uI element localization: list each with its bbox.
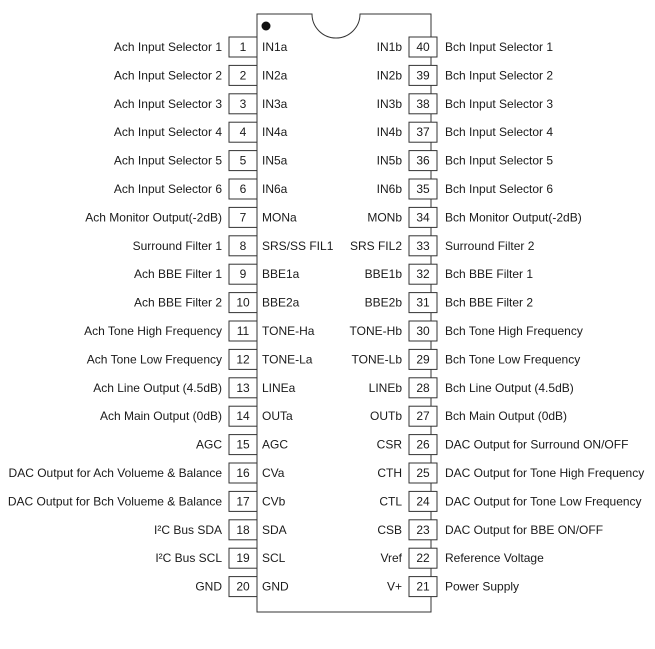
pin-number: 34 [416,210,430,225]
left-pin-row [9,463,285,483]
pin-number: 24 [416,494,430,509]
pin-name: CSR [376,437,402,452]
pin-number: 6 [239,182,247,196]
left-pin-row [196,435,288,455]
pin-number: 20 [236,579,250,594]
left-pin-row [85,207,297,227]
left-pin-row [134,264,300,284]
pin-description: Bch Input Selector 3 [445,96,554,111]
pin-number: 10 [236,295,250,310]
pin-name: TONE-Hb [349,324,402,338]
pin-number: 2 [239,68,247,83]
pin-number: 38 [416,96,430,111]
pin-description: Ach Main Output (0dB) [99,409,222,424]
pin-name: AGC [262,437,289,452]
pin-description: Surround Filter 2 [445,238,535,253]
right-pin-row [377,435,629,455]
pin-description: AGC [195,437,222,452]
right-pin-row [365,264,534,284]
pin-name: IN5a [262,153,288,168]
pin-number: 14 [236,409,250,424]
pin-description: Bch Monitor Output(-2dB) [445,210,582,225]
pin-description: DAC Output for BBE ON/OFF [445,522,604,537]
pin-name: IN1a [262,40,288,54]
pin-name: Vref [380,551,402,566]
pin-number: 17 [236,494,250,509]
pin-name: TONE-La [262,352,313,367]
pin-description: Ach Input Selector 6 [113,182,222,196]
pin-number: 21 [416,579,430,594]
pin-number: 35 [416,182,430,196]
pin-description: Ach Line Output (4.5dB) [93,380,222,395]
pin-name: SCL [262,551,286,566]
pin-description: Bch Input Selector 4 [445,125,554,140]
pin-number: 16 [236,466,250,480]
pin-number: 36 [416,153,430,168]
pin-description: GND [195,579,222,594]
pin-description: Bch Input Selector 1 [445,40,554,54]
right-pin-row [369,378,574,398]
left-pin-row [195,577,289,597]
pin-name: TONE-Lb [351,352,402,367]
left-pin-row [114,94,288,114]
pin-name: OUTb [369,409,402,424]
right-pin-row [379,491,641,511]
pin-number: 39 [416,68,430,83]
pin-description: I²C Bus SCL [155,551,222,566]
pin-name: IN2b [376,68,402,83]
pin-description: Bch Input Selector 6 [445,182,554,196]
left-pin-row [87,349,313,369]
pin-name: IN6a [262,182,288,196]
pin-name: SRS/SS FIL1 [262,238,334,253]
pin-name: MONb [367,210,402,225]
left-pin-row [114,65,288,85]
pin-number: 30 [416,324,430,338]
pin-description: Ach Input Selector 4 [113,125,222,140]
pin-name: IN3b [376,96,402,111]
pin-description: Bch Input Selector 5 [445,153,554,168]
pin-name: IN5b [376,153,402,168]
pin-number: 7 [239,210,247,225]
pin-description: Bch Input Selector 2 [445,68,554,83]
left-pin-row [155,548,285,568]
pin-number: 18 [236,522,250,537]
pin-description: Reference Voltage [445,551,544,566]
pin-number: 19 [236,551,250,566]
pin-number: 33 [416,238,430,253]
pin-name: IN4a [262,125,288,140]
pin-name: CTH [377,466,402,480]
pin-number: 4 [239,125,247,140]
pin-number: 28 [416,380,430,395]
left-pin-row [154,520,287,540]
pin-number: 12 [236,352,250,367]
left-pin-row [8,491,286,511]
pin-name: LINEb [368,380,402,395]
right-pin-row [370,406,567,426]
left-pin-row [114,122,288,142]
pin-name: CVa [262,466,285,480]
pin-name: BBE1b [364,267,402,282]
left-pin-row [134,293,300,313]
pin-description: Ach Input Selector 1 [113,40,222,54]
pin-number: 37 [416,125,430,140]
left-pin-row [114,151,288,171]
right-pin-row [352,349,581,369]
right-pin-row [377,520,603,540]
pin-name: BBE1a [262,267,300,282]
pin-name: IN1b [376,40,402,54]
pin-name: SDA [262,522,287,537]
pin-number: 27 [416,409,430,424]
pin-name: TONE-Ha [262,324,315,338]
left-pin-row [100,406,293,426]
pin-number: 22 [416,551,430,566]
pin-name: LINEa [262,380,296,395]
pin-name: IN6b [376,182,402,196]
pin-name: SRS FIL2 [349,238,402,253]
left-pin-row [93,378,295,398]
pin-name: BBE2a [262,295,300,310]
pin-number: 3 [239,96,247,111]
pin-description: Ach Monitor Output(-2dB) [85,210,222,225]
pin-number: 11 [236,324,250,338]
pin-description: Ach Input Selector 2 [113,68,222,83]
pin-description: I²C Bus SDA [153,522,222,537]
pin-number: 9 [239,267,247,282]
pin-number: 26 [416,437,430,452]
pin-number: 13 [236,380,250,395]
pin-name: IN3a [262,96,288,111]
pin-number: 40 [416,40,430,54]
pin-name: CVb [262,494,286,509]
pin-number: 15 [236,437,250,452]
pin-number: 31 [416,295,430,310]
pin-description: Bch Tone High Frequency [445,324,583,338]
pin-description: DAC Output for Tone High Frequency [445,466,645,480]
pin-name: IN2a [262,68,288,83]
pin-description: Power Supply [445,579,520,594]
pin-description: Bch BBE Filter 2 [445,295,534,310]
pin-description: DAC Output for Bch Volueme & Balance [7,494,222,509]
pin-description: DAC Output for Tone Low Frequency [445,494,642,509]
pin-description: Bch Tone Low Frequency [445,352,581,367]
pin-number: 32 [416,267,430,282]
pin-name: CTL [379,494,402,509]
pin-number: 1 [239,40,247,54]
pin-description: DAC Output for Surround ON/OFF [445,437,629,452]
pin-number: 29 [416,352,430,367]
pin-description: Ach Tone High Frequency [84,324,222,338]
pin-description: Bch Main Output (0dB) [445,409,568,424]
pin-name: CSB [377,522,402,537]
pin-name: BBE2b [364,295,402,310]
pin-description: Ach Input Selector 3 [113,96,222,111]
pin-number: 25 [416,466,430,480]
pin-description: Bch BBE Filter 1 [445,267,534,282]
pin-name: MONa [262,210,297,225]
pin-name: IN4b [376,125,402,140]
pin-description: Ach Tone Low Frequency [86,352,222,367]
pin-name: V+ [386,579,402,594]
pin-description: DAC Output for Ach Volueme & Balance [8,466,222,480]
pin-description: Ach BBE Filter 2 [133,295,222,310]
right-pin-row [367,207,581,227]
pin-number: 5 [239,153,247,168]
left-pin-row [133,236,334,256]
right-pin-row [377,463,644,483]
pin-name: GND [262,579,289,594]
pin-number: 8 [239,238,247,253]
right-pin-row [350,236,535,256]
pin-description: Surround Filter 1 [132,238,222,253]
pin-name: OUTa [262,409,293,424]
pin-description: Bch Line Output (4.5dB) [445,380,574,395]
pin-description: Ach Input Selector 5 [113,153,222,168]
pin-description: Ach BBE Filter 1 [133,267,222,282]
pin1-marker-dot [262,22,271,31]
pin-number: 23 [416,522,430,537]
right-pin-row [365,293,534,313]
